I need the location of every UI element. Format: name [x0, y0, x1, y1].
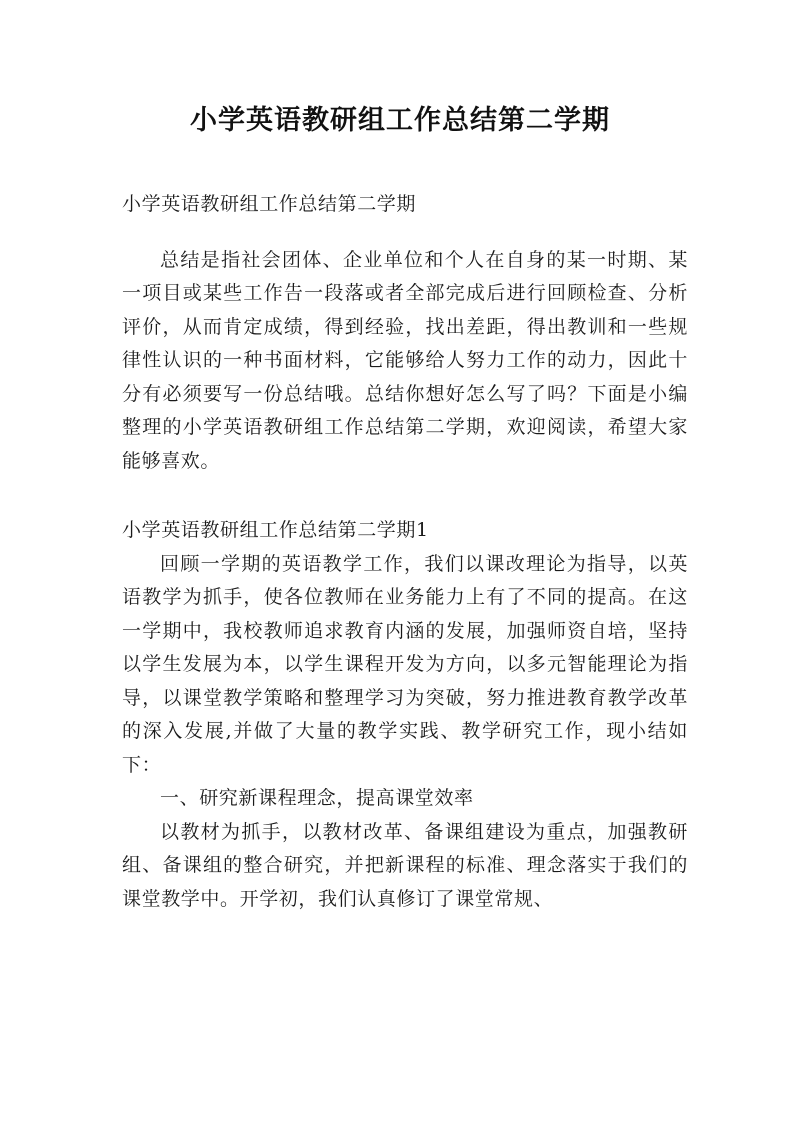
- document-subtitle: 小学英语教研组工作总结第二学期: [122, 193, 417, 215]
- item-heading: 一、研究新课程理念，提高课堂效率: [160, 787, 474, 809]
- item-paragraph: 以教材为抓手，以教材改革、备课组建设为重点，加强教研组、备课组的整合研究，并把新课程的标准、理念落实于我们的课堂教学中。开学初，我们认真修订了课堂常规、: [122, 820, 688, 910]
- section-paragraph: 回顾一学期的英语教学工作，我们以课改理论为指导，以英语教学为抓手，使各位教师在业务能力上有了不同的提高。在这一学期中，我校教师追求教育内涵的发展，加强师资自培，坚持以学生发展为本，以学生课程开发为方向，以多元智能理论为指导，以课堂教学策略和整理学习为突破，努力推进教育教学改革的深入发展,并做了大量的教学实践、教学研究工作，现小结如下：: [122, 552, 688, 776]
- document-body: [122, 188, 688, 916]
- section-heading: 小学英语教研组工作总结第二学期1: [122, 519, 429, 541]
- intro-paragraph: 总结是指社会团体、企业单位和个人在自身的某一时期、某一项目或某些工作告一段落或者全部完成后进行回顾检查、分析评价，从而肯定成绩，得到经验，找出差距，得出教训和一些规律性认识的一种书面材料，它能够给人努力工作的动力，因此十分有必须要写一份总结哦。总结你想好怎么写了吗？下面是小编整理的小学英语教研组工作总结第二学期，欢迎阅读，希望大家能够喜欢。: [122, 248, 688, 472]
- document-title: 小学英语教研组工作总结第二学期: [190, 105, 610, 136]
